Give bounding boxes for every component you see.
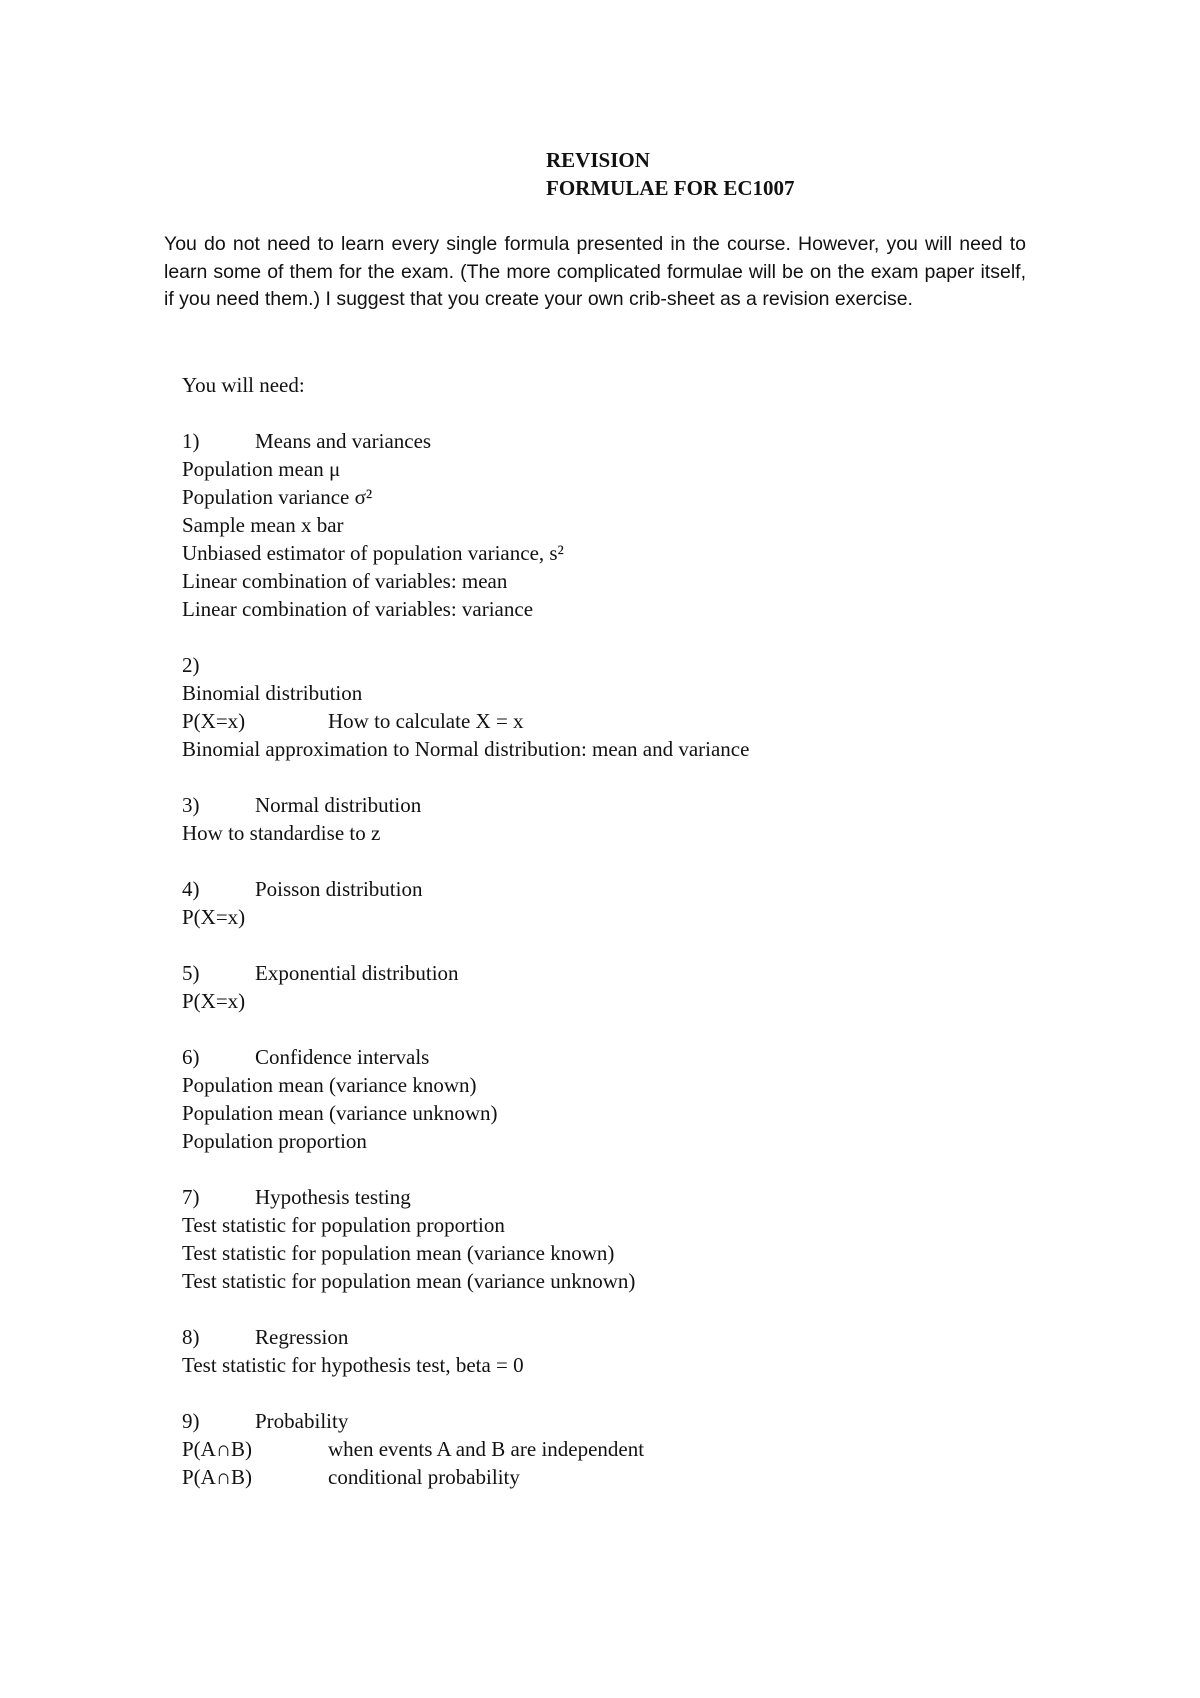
section-heading <box>182 1323 524 1351</box>
list-item: Test statistic for population mean (variance unknown) <box>182 1269 636 1293</box>
section-title: Means and variances <box>255 429 432 453</box>
section-title: Regression <box>255 1325 349 1349</box>
section-heading <box>182 1183 635 1211</box>
list-item: How to standardise to z <box>182 821 381 845</box>
section-7 <box>182 1183 635 1295</box>
section-8 <box>182 1323 524 1379</box>
list-item: Sample mean x bar <box>182 513 344 537</box>
title-block <box>546 146 795 202</box>
section-3 <box>182 791 421 847</box>
title-formulae: FORMULAE FOR EC1007 <box>546 176 795 200</box>
formula-label: P(X=x) <box>182 709 246 733</box>
section-heading <box>182 1043 498 1071</box>
list-item: Population variance σ² <box>182 485 373 509</box>
formula-description: How to calculate X = x <box>328 709 524 733</box>
section-number: 4) <box>182 877 200 901</box>
section-heading <box>182 959 459 987</box>
list-item: Test statistic for hypothesis test, beta = 0 <box>182 1353 524 1377</box>
list-item: Test statistic for population mean (variance known) <box>182 1241 615 1265</box>
formula-label: P(A∩B) <box>182 1437 253 1461</box>
list-item: Population mean (variance unknown) <box>182 1101 498 1125</box>
section-number: 2) <box>182 653 200 677</box>
section-number: 7) <box>182 1185 200 1209</box>
section-title: Confidence intervals <box>255 1045 430 1069</box>
title-revision: REVISION <box>546 148 650 172</box>
section-6 <box>182 1043 498 1155</box>
list-item: P(X=x) <box>182 989 246 1013</box>
section-number: 5) <box>182 961 200 985</box>
list-item: Binomial distribution <box>182 681 363 705</box>
section-heading <box>182 875 422 903</box>
formula-description: conditional probability <box>328 1465 520 1489</box>
section-title: Probability <box>255 1409 349 1433</box>
list-item: Binomial approximation to Normal distribution: mean and variance <box>182 737 750 761</box>
list-item: Test statistic for population proportion <box>182 1213 505 1237</box>
section-2 <box>182 651 749 763</box>
section-1 <box>182 427 564 623</box>
section-5 <box>182 959 459 1015</box>
section-title: Poisson distribution <box>255 877 423 901</box>
section-number: 3) <box>182 793 200 817</box>
section-heading <box>182 791 421 819</box>
list-item: Population proportion <box>182 1129 367 1153</box>
intro-paragraph: You do not need to learn every single formula presented in the course. However, you will need to learn some of them for the exam. (The more complicated formulae will be on the exam paper itself, if you need them.) I suggest that you create your own crib-sheet as a revision exercise. <box>164 233 1026 310</box>
formula-row <box>182 1435 644 1463</box>
list-item: Population mean (variance known) <box>182 1073 477 1097</box>
section-heading <box>182 651 749 679</box>
list-item: Linear combination of variables: variance <box>182 597 534 621</box>
formula-description: when events A and B are independent <box>328 1437 645 1461</box>
section-number: 6) <box>182 1045 200 1069</box>
section-number: 9) <box>182 1409 200 1433</box>
list-item: P(X=x) <box>182 905 246 929</box>
section-number: 1) <box>182 429 200 453</box>
lead-line: You will need: <box>182 373 305 397</box>
list-item: Unbiased estimator of population variance, s² <box>182 541 564 565</box>
formula-row <box>182 1463 644 1491</box>
section-title: Normal distribution <box>255 793 422 817</box>
section-title: Hypothesis testing <box>255 1185 411 1209</box>
section-number: 8) <box>182 1325 200 1349</box>
list-item: Population mean μ <box>182 457 341 481</box>
section-title: Exponential distribution <box>255 961 459 985</box>
lead-text <box>182 371 305 399</box>
section-4 <box>182 875 422 931</box>
section-9 <box>182 1407 644 1491</box>
formula-row <box>182 707 749 735</box>
formula-label: P(A∩B) <box>182 1465 253 1489</box>
list-item: Linear combination of variables: mean <box>182 569 508 593</box>
section-heading <box>182 1407 644 1435</box>
section-heading <box>182 427 564 455</box>
